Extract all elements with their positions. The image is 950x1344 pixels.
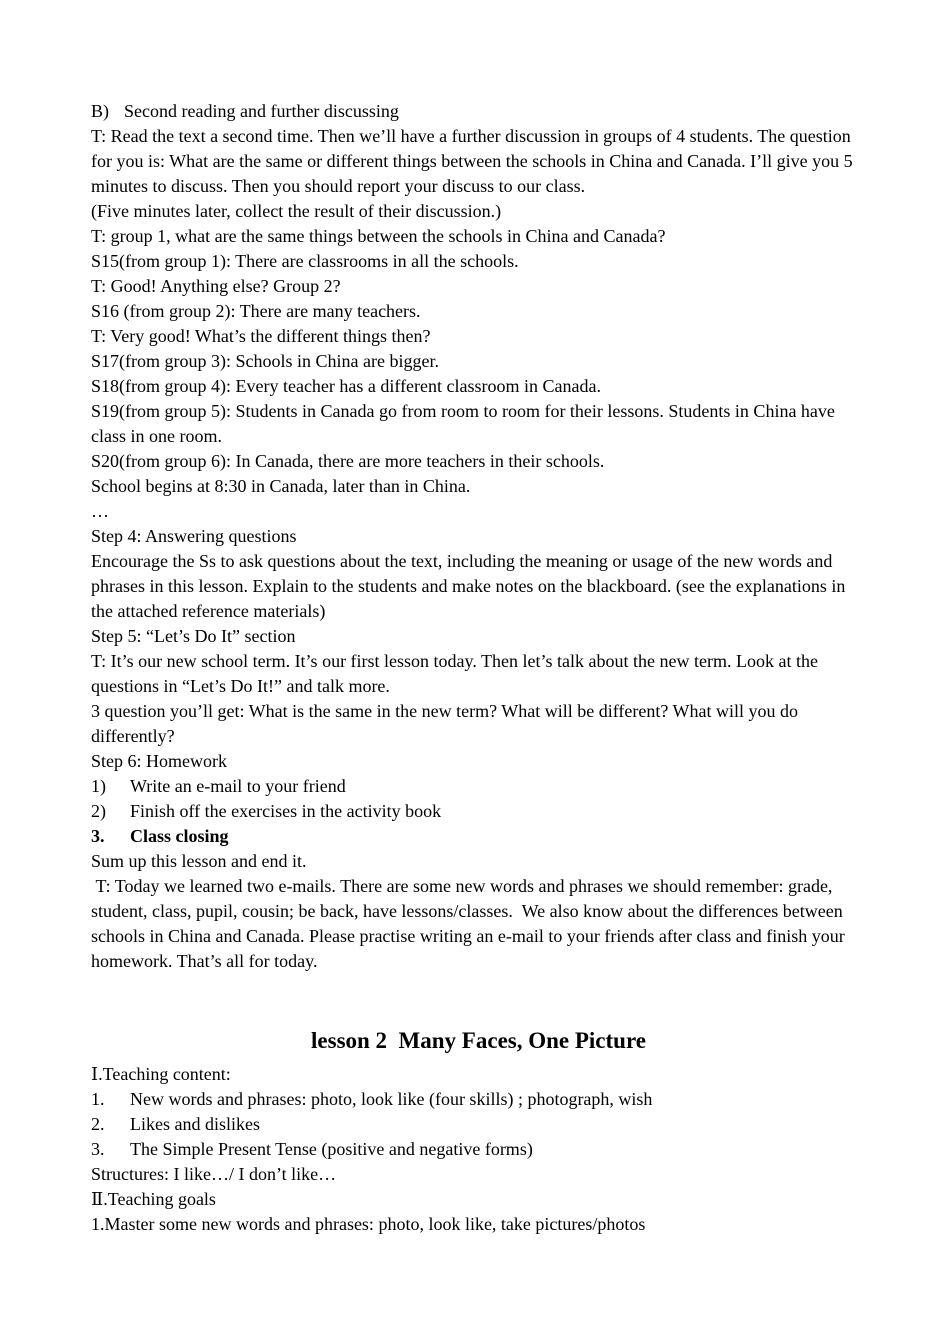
paragraph: Sum up this lesson and end it.	[91, 851, 307, 871]
content-text: New words and phrases: photo, look like (four skills) ; photograph, wish	[130, 1089, 653, 1109]
step-4-heading: Step 4: Answering questions	[91, 526, 297, 546]
content-item	[91, 1137, 866, 1162]
paragraph: S20(from group 6): In Canada, there are more teachers in their schools.	[91, 451, 605, 471]
paragraph: T: It’s our new school term. It’s our first lesson today. Then let’s talk about the new term. Look at the questions in “Let’s Do It!” and talk more.	[91, 651, 823, 696]
content-number: 2.	[91, 1114, 105, 1134]
paragraph: T: Good! Anything else? Group 2?	[91, 276, 341, 296]
section-b-label: B)	[91, 101, 109, 121]
content-text: Likes and dislikes	[130, 1114, 260, 1134]
paragraph: Encourage the Ss to ask questions about the text, including the meaning or usage of the new words and phrases in this lesson. Explain to the students and make notes on the blackboard. (see the explanations in the attached reference materials)	[91, 551, 850, 621]
lesson-2-title: lesson 2 Many Faces, One Picture	[311, 1028, 646, 1053]
goal-item: 1.Master some new words and phrases: photo, look like, take pictures/photos	[91, 1214, 646, 1234]
teaching-goals-heading: Ⅱ.Teaching goals	[91, 1189, 216, 1209]
structures-line: Structures: I like…/ I don’t like…	[91, 1164, 337, 1184]
step-5-heading: Step 5: “Let’s Do It” section	[91, 626, 296, 646]
paragraph: S17(from group 3): Schools in China are bigger.	[91, 351, 439, 371]
homework-item	[91, 799, 866, 824]
paragraph: S16 (from group 2): There are many teachers.	[91, 301, 421, 321]
section-b-heading	[91, 99, 866, 124]
class-closing-number: 3.	[91, 826, 105, 846]
teaching-content-heading: Ⅰ.Teaching content:	[91, 1064, 231, 1084]
paragraph: School begins at 8:30 in Canada, later than in China.	[91, 476, 471, 496]
section-spacer	[91, 974, 866, 1027]
content-text: The Simple Present Tense (positive and negative forms)	[130, 1139, 533, 1159]
homework-number: 2)	[91, 801, 106, 821]
content-item	[91, 1112, 866, 1137]
step-6-heading: Step 6: Homework	[91, 751, 227, 771]
paragraph: T: Read the text a second time. Then we’ll have a further discussion in groups of 4 students. The question for you is: What are the same or different things between the schools in China and Canada. I’ll give you 5 minutes to discuss. Then you should report your discuss to our class.	[91, 126, 858, 196]
class-closing-heading	[91, 824, 866, 849]
homework-number: 1)	[91, 776, 106, 796]
homework-item	[91, 774, 866, 799]
content-number: 3.	[91, 1139, 105, 1159]
paragraph: 3 question you’ll get: What is the same in the new term? What will be different? What will you do differently?	[91, 701, 803, 746]
content-number: 1.	[91, 1089, 105, 1109]
paragraph: S19(from group 5): Students in Canada go from room to room for their lessons. Students in China have class in one room.	[91, 401, 840, 446]
paragraph: S18(from group 4): Every teacher has a different classroom in Canada.	[91, 376, 601, 396]
paragraph: T: Today we learned two e-mails. There are some new words and phrases we should remember: grade, student, class, pupil, cousin; be back, have lessons/classes. We also know about the differences between schools in China and Canada. Please practise writing an e-mail to your friends after class and finish your homework. That’s all for today.	[91, 876, 850, 971]
paragraph: S15(from group 1): There are classrooms in all the schools.	[91, 251, 519, 271]
document-body	[91, 99, 866, 1237]
paragraph: T: Very good! What’s the different things then?	[91, 326, 431, 346]
paragraph: T: group 1, what are the same things between the schools in China and Canada?	[91, 226, 666, 246]
content-item	[91, 1087, 866, 1112]
homework-text: Write an e-mail to your friend	[130, 776, 346, 796]
ellipsis: …	[91, 501, 109, 521]
section-b-title: Second reading and further discussing	[124, 101, 399, 121]
class-closing-title: Class closing	[130, 826, 229, 846]
paragraph: (Five minutes later, collect the result of their discussion.)	[91, 201, 502, 221]
homework-text: Finish off the exercises in the activity book	[130, 801, 442, 821]
